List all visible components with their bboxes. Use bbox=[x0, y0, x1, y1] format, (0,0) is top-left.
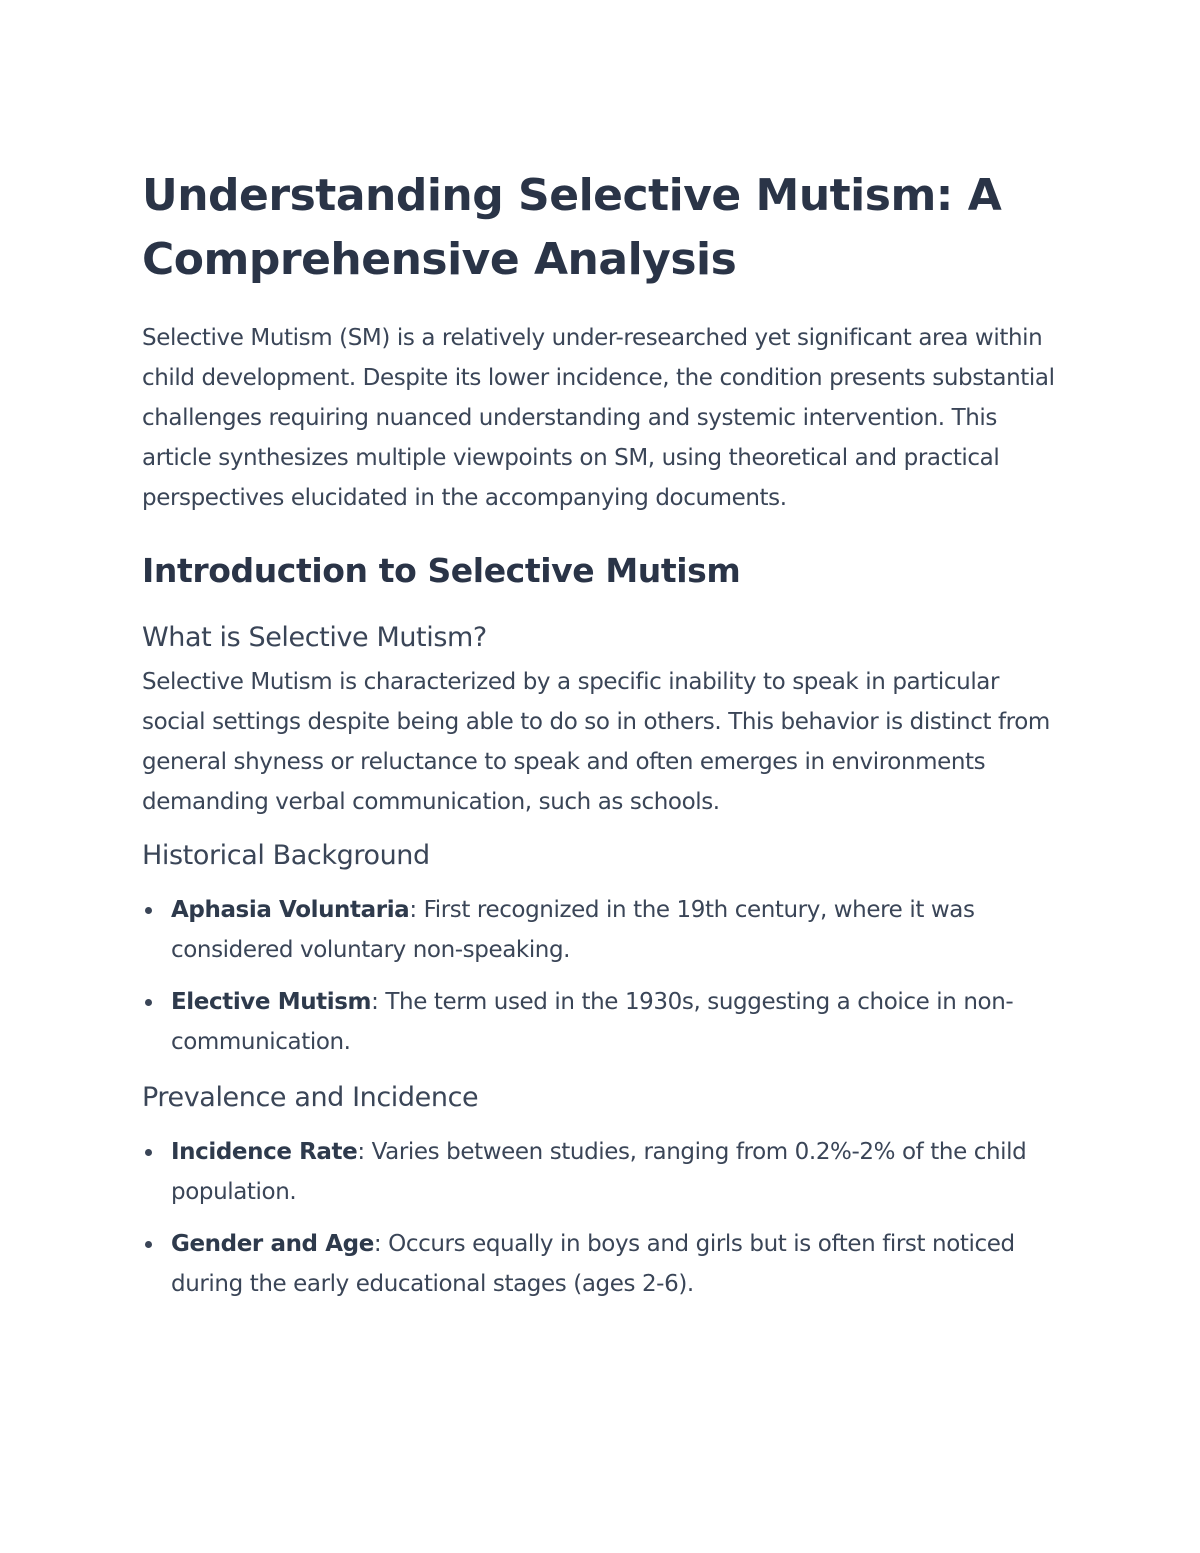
bullet-icon bbox=[145, 999, 152, 1006]
page-title: Understanding Selective Mutism: A Comprehensive Analysis bbox=[142, 170, 1002, 285]
list-item bbox=[142, 982, 1067, 1062]
subheading-history: Historical Background bbox=[142, 840, 430, 871]
subheading-prevalence: Prevalence and Incidence bbox=[142, 1082, 479, 1113]
list-item-text: : The term used in the 1930s, suggesting a choice in non-communication. bbox=[171, 989, 1014, 1055]
list-item bbox=[142, 1224, 1067, 1304]
list-item-text: : Occurs equally in boys and girls but is often first noticed during the early educational stages (ages 2-6). bbox=[171, 1231, 1015, 1297]
bullet-icon bbox=[145, 907, 152, 914]
what-is-paragraph: Selective Mutism is characterized by a specific inability to speak in particular social settings despite being able to do so in others. This behavior is distinct from general shyness or reluctance to speak and often emerges in environments demanding verbal communication, such as schools. bbox=[142, 669, 1050, 815]
bullet-icon bbox=[145, 1149, 152, 1156]
list-item bbox=[142, 1132, 1067, 1212]
prevalence-list bbox=[142, 1132, 1067, 1304]
list-item-term: Elective Mutism bbox=[171, 989, 372, 1015]
bullet-icon bbox=[145, 1241, 152, 1248]
document-page bbox=[142, 164, 1067, 1316]
section-heading: Introduction to Selective Mutism bbox=[142, 551, 741, 590]
subheading-what-is: What is Selective Mutism? bbox=[142, 622, 487, 653]
list-item-term: Aphasia Voluntaria bbox=[171, 897, 410, 923]
list-item-term: Incidence Rate bbox=[171, 1139, 358, 1165]
list-item-text: : First recognized in the 19th century, where it was considered voluntary non-speaking. bbox=[171, 897, 975, 963]
history-list bbox=[142, 890, 1067, 1062]
intro-paragraph: Selective Mutism (SM) is a relatively under-researched yet significant area within child development. Despite its lower incidence, the condition presents substantial challenges requiring nuanced understanding and systemic intervention. This article synthesizes multiple viewpoints on SM, using theoretical and practical perspectives elucidated in the accompanying documents. bbox=[142, 325, 1055, 511]
list-item-term: Gender and Age bbox=[171, 1231, 374, 1257]
list-item-text: : Varies between studies, ranging from 0.2%-2% of the child population. bbox=[171, 1139, 1027, 1205]
list-item bbox=[142, 890, 1067, 970]
